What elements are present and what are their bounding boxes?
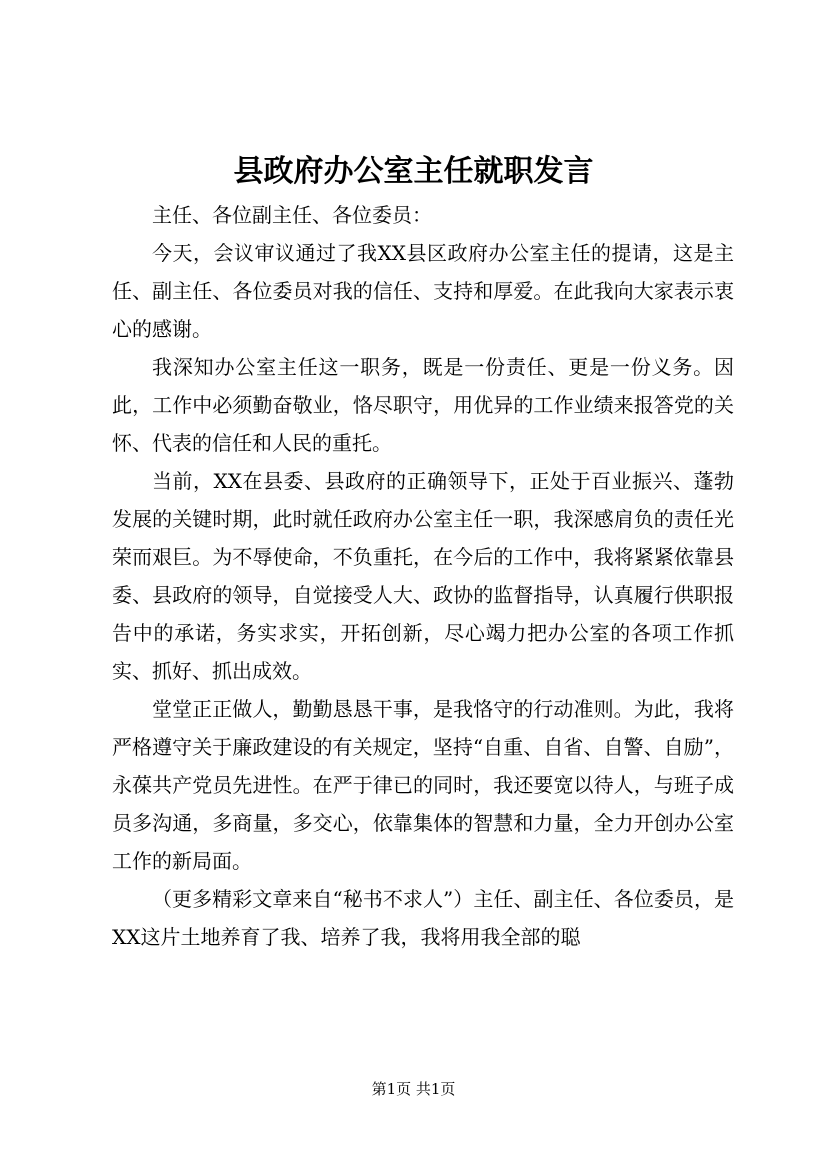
body-paragraph: 我深知办公室主任这一职务，既是一份责任、更是一份义务。因此，工作中必须勤奋敬业，恪尽职守，用优异的工作业绩来报答党的关怀、代表的信任和人民的重托。 [112,355,734,455]
body-paragraph: （更多精彩文章来自“秘书不求人”）主任、副主任、各位委员，是XX这片土地养育了我、培养了我，我将用我全部的聪 [112,887,734,949]
body-paragraph: 今天，会议审议通过了我XX县区政府办公室主任的提请，这是主任、副主任、各位委员对我的信任、支持和厚爱。在此我向大家表示衷心的感谢。 [112,241,734,341]
document-title: 县政府办公室主任就职发言 [233,154,594,189]
salutation-paragraph: 主任、各位副主任、各位委员： [152,203,432,227]
body-paragraph: 堂堂正正做人，勤勤恳恳干事，是我恪守的行动准则。为此，我将严格遵守关于廉政建设的有关规定，坚持“自重、自省、自警、自励”，永葆共产党员先进性。在严于律已的同时，我还要宽以待人，与班子成员多沟通，多商量，多交心，依靠集体的智慧和力量，全力开创办公室工作的新局面。 [112,697,734,873]
body-paragraph: 当前，XX在县委、县政府的正确领导下，正处于百业振兴、蓬勃发展的关键时期，此时就任政府办公室主任一职，我深感肩负的责任光荣而艰巨。为不辱使命，不负重托，在今后的工作中，我将紧紧依靠县委、县政府的领导，自觉接受人大、政协的监督指导，认真履行供职报告中的承诺，务实求实，开拓创新，尽心竭力把办公室的各项工作抓实、抓好、抓出成效。 [112,469,734,683]
page-number-footer: 第1页 共1页 [371,1080,456,1098]
document-body [112,196,734,956]
